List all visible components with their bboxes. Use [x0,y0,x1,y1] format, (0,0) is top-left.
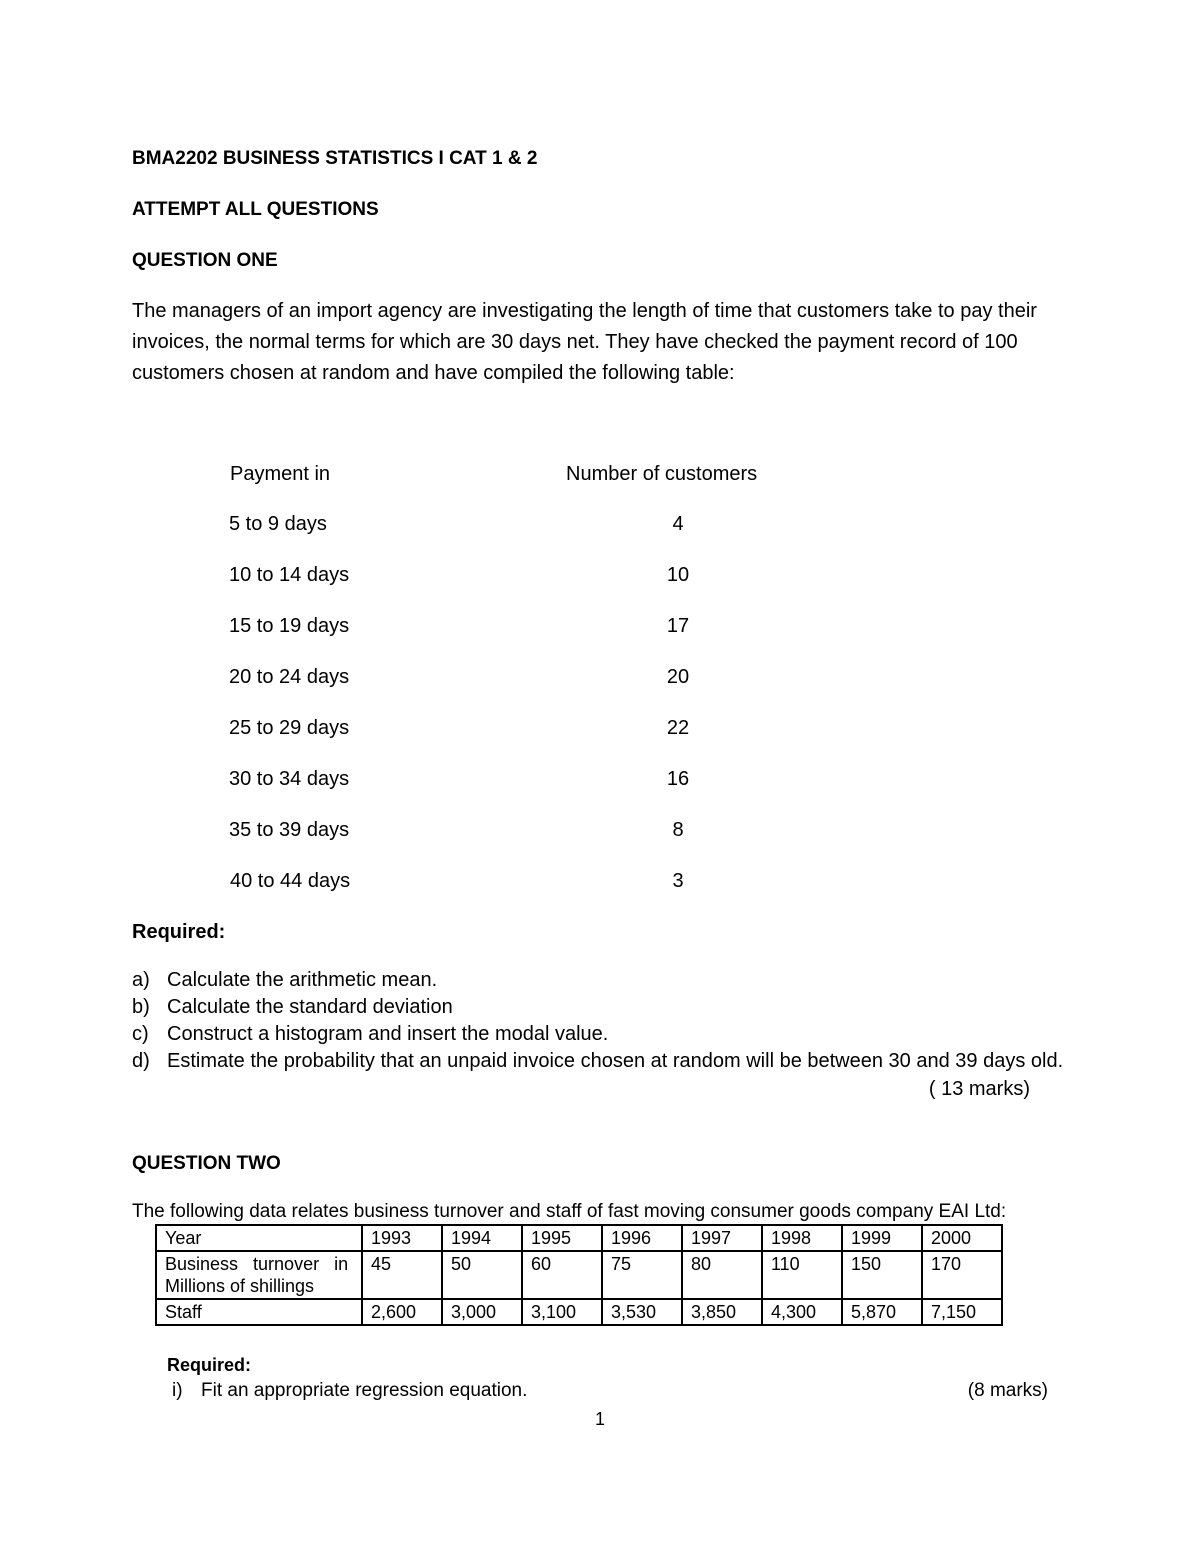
list-item-text: Calculate the arithmetic mean. [167,969,438,991]
intro-line: invoices, the normal terms for which are 30 days net. They have checked the payment record of 100 [132,331,1018,353]
payment-range: 40 to 44 days [230,870,351,892]
customers-column-header: Number of customers [566,463,758,485]
table-cell: 1997 [682,1225,762,1251]
question-one-intro [132,296,1037,389]
table-cell: Staff [156,1299,362,1325]
payment-range: 20 to 24 days [229,666,350,688]
required-label: Required: [132,921,226,943]
customer-count: 8 [672,819,684,841]
table-cell: 50 [442,1251,522,1299]
table-cell [156,1251,362,1299]
row-label-line: Millions of shillings [165,1276,315,1296]
list-item-letter: a) [132,969,150,991]
customer-count: 20 [666,666,690,688]
payment-range: 5 to 9 days [229,513,327,535]
table-cell: 1995 [522,1225,602,1251]
instruction-heading: ATTEMPT ALL QUESTIONS [132,199,379,220]
course-title: BMA2202 BUSINESS STATISTICS I CAT 1 & 2 [132,148,538,169]
list-item-letter: c) [132,1023,149,1045]
payment-range: 15 to 19 days [229,615,350,637]
table-cell: 4,300 [762,1299,842,1325]
table-cell: 1994 [442,1225,522,1251]
payment-column-header: Payment in [230,463,331,485]
table-cell: 3,850 [682,1299,762,1325]
payment-range: 10 to 14 days [229,564,350,586]
table-cell: 3,000 [442,1299,522,1325]
table-cell: 2000 [922,1225,1002,1251]
table-cell: 1996 [602,1225,682,1251]
table-cell: 45 [362,1251,442,1299]
question-two-intro: The following data relates business turnover and staff of fast moving consumer goods company EAI Ltd: [132,1201,1007,1222]
question-one-heading: QUESTION ONE [132,250,278,271]
row-label-line: Business turnover in [165,1254,349,1274]
table-cell: 3,100 [522,1299,602,1325]
payment-range: 30 to 34 days [229,768,350,790]
customer-count: 16 [666,768,690,790]
table-row [156,1225,1002,1251]
page-number: 1 [594,1409,605,1429]
intro-line: The managers of an import agency are investigating the length of time that customers take to pay their [132,300,1037,322]
list-item-text: Calculate the standard deviation [167,996,453,1018]
table-cell: 2,600 [362,1299,442,1325]
table-row [156,1251,1002,1299]
table-cell: 75 [602,1251,682,1299]
payment-range: 25 to 29 days [229,717,350,739]
question-two-marks: (8 marks) [967,1380,1048,1401]
customer-count: 22 [666,717,690,739]
question-two-required-label: Required: [167,1355,252,1375]
table-row [156,1299,1002,1325]
table-cell: Year [156,1225,362,1251]
table-cell: 80 [682,1251,762,1299]
table-cell: 60 [522,1251,602,1299]
customer-count: 3 [672,870,684,892]
table-cell: 5,870 [842,1299,922,1325]
question-one-marks: ( 13 marks) [928,1078,1030,1100]
table-cell: 150 [842,1251,922,1299]
table-cell: 1999 [842,1225,922,1251]
customer-count: 4 [672,513,684,535]
table-cell: 1998 [762,1225,842,1251]
payment-range: 35 to 39 days [229,819,350,841]
customer-count: 10 [666,564,690,586]
turnover-staff-table [155,1224,1003,1326]
list-item-text: Estimate the probability that an unpaid invoice chosen at random will be between 30 and 39 days old. [167,1050,1064,1072]
list-item-letter: b) [132,996,150,1018]
question-two-heading: QUESTION TWO [132,1153,281,1174]
intro-line: customers chosen at random and have compiled the following table: [132,362,735,384]
list-item-letter: d) [132,1050,150,1072]
question-two-item-text: Fit an appropriate regression equation. [201,1380,528,1401]
table-cell: 3,530 [602,1299,682,1325]
table-cell: 7,150 [922,1299,1002,1325]
customer-count: 17 [666,615,690,637]
question-two-item-numeral: i) [172,1380,183,1401]
table-cell: 110 [762,1251,842,1299]
table-cell: 1993 [362,1225,442,1251]
list-item-text: Construct a histogram and insert the modal value. [167,1023,609,1045]
table-cell: 170 [922,1251,1002,1299]
